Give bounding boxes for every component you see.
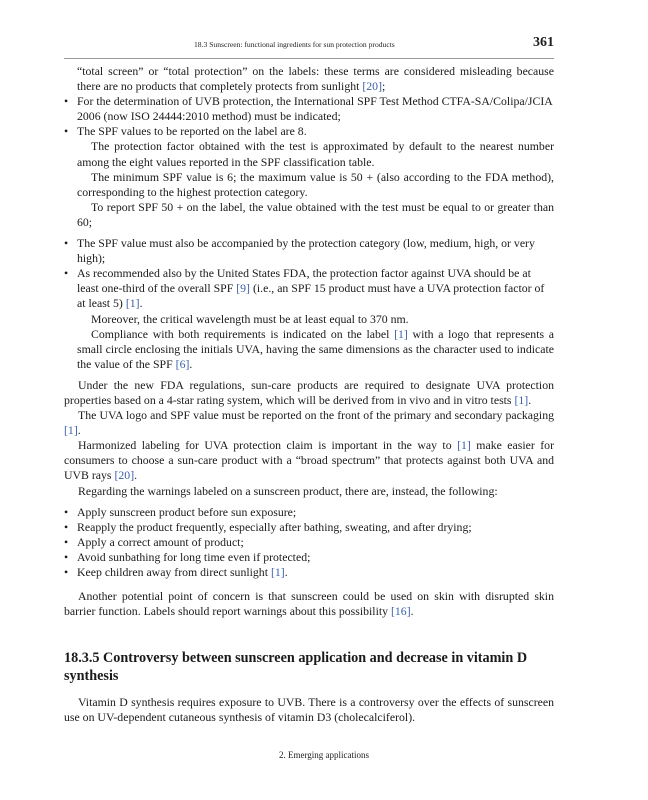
- paragraph: Harmonized labeling for UVA protection claim is important in the way to [1] make easier for consumers to choose a sun-care product with a “broad spectrum” that protects against both UVA and UVB rays [20].: [64, 438, 554, 483]
- paragraph: Vitamin D synthesis requires exposure to UVB. There is a controversy over the effects of sunscreen use on UV-dependent cutaneous synthesis of vitamin D3 (cholecalciferol).: [64, 695, 554, 725]
- paragraph: Under the new FDA regulations, sun-care products are required to designate UVA protection properties based on a 4-star rating system, which will be derived from in vivo and in vitro tests [1].: [64, 377, 554, 407]
- running-header: [64, 28, 554, 59]
- spf-paragraph: The minimum SPF value is 6; the maximum value is 50 + (also according to the FDA method), corresponding to the highest protection category.: [77, 169, 554, 199]
- list-item: • Apply sunscreen product before sun exposure;: [64, 505, 554, 520]
- citation-link[interactable]: [20]: [362, 79, 382, 94]
- citation-link[interactable]: [6]: [175, 356, 190, 371]
- citation-link[interactable]: [1]: [514, 392, 529, 407]
- citation-link[interactable]: [20]: [114, 468, 135, 483]
- critical-wavelength: Moreover, the critical wavelength must be at least equal to 370 nm.: [91, 311, 409, 326]
- paragraph: Another potential point of concern is that sunscreen could be used on skin with disrupted skin barrier function. Labels should report warnings about this possibility [16].: [64, 589, 554, 619]
- section-heading: 18.3.5 Controversy between sunscreen application and decrease in vitamin D synthesis: [64, 650, 528, 685]
- list-item: • The SPF value must also be accompanied by the protection category (low, medium, high, or very high);: [64, 236, 554, 266]
- running-head-title: 18.3 Sunscreen: functional ingredients for sun protection products: [194, 40, 395, 49]
- spf-bullet-list: [64, 94, 554, 230]
- citation-link[interactable]: [16]: [390, 604, 411, 619]
- citation-link[interactable]: [1]: [394, 326, 408, 341]
- list-item: • Avoid sunbathing for long time even if protected;: [64, 550, 554, 565]
- page-number: 361: [533, 35, 554, 50]
- warnings-list: [64, 505, 554, 580]
- continued-bullet-text: “total screen” or “total protection” on the labels: these terms are considered misleading because there are no products that completely protects from sunlight [20];: [77, 64, 554, 94]
- list-item: • Apply a correct amount of product;: [64, 535, 554, 550]
- paragraph: Regarding the warnings labeled on a sunscreen product, there are, instead, the following:: [78, 483, 498, 498]
- citation-link[interactable]: [1]: [270, 565, 285, 579]
- list-item: • As recommended also by the United States FDA, the protection factor against UVA should be at least one-third of the overall SPF [9] (i.e., an SPF 15 product must have a UVA protection factor of at least 5) [1]. Moreover, the critical wavelength must be at least equal to 370 nm. Compliance with both requirements is indicated on the label [1] with a logo that represents a small circle enclosing the initials UVA, having the same dimensions as the character used to indicate the value of the SPF [6].: [64, 266, 554, 372]
- page-footer: 2. Emerging applications: [278, 750, 370, 760]
- spf-paragraph: The protection factor obtained with the test is approximated by default to the nearest number among the eight values reported in the SPF classification table.: [77, 139, 554, 169]
- list-item: • For the determination of UVB protection, the International SPF Test Method CTFA-SA/Colipa/JCIA 2006 (now ISO 24444:2010 method) must be indicated;: [64, 94, 554, 124]
- paragraph: The UVA logo and SPF value must be reported on the front of the primary and secondary packaging [1].: [64, 408, 554, 438]
- compliance-paragraph: Compliance with both requirements is indicated on the label [1] with a logo that represents a small circle enclosing the initials UVA, having the same dimensions as the character used to indicate the value of the SPF [6].: [77, 326, 554, 371]
- citation-link[interactable]: [1]: [64, 423, 78, 438]
- list-item: • The SPF values to be reported on the label are 8. The protection factor obtained with the test is approximated by default to the nearest number among the eight values reported in the SPF classification table. The minimum SPF value is 6; the maximum value is 50 + (also according to the FDA method), corresponding to the highest protection category. To report SPF 50 + on the label, the value obtained with the test must be equal to or greater than 60;: [64, 124, 554, 230]
- page-body: [64, 64, 554, 725]
- citation-link[interactable]: [1]: [125, 296, 140, 311]
- protection-bullet-list: [64, 236, 554, 372]
- list-item: • Reapply the product frequently, especially after bathing, sweating, and after drying;: [64, 520, 554, 535]
- citation-link[interactable]: [1]: [457, 438, 471, 453]
- list-item: • Keep children away from direct sunlight [1].: [64, 565, 554, 580]
- spf-paragraph: To report SPF 50 + on the label, the value obtained with the test must be equal to or greater than 60;: [77, 199, 554, 229]
- citation-link[interactable]: [9]: [236, 281, 250, 296]
